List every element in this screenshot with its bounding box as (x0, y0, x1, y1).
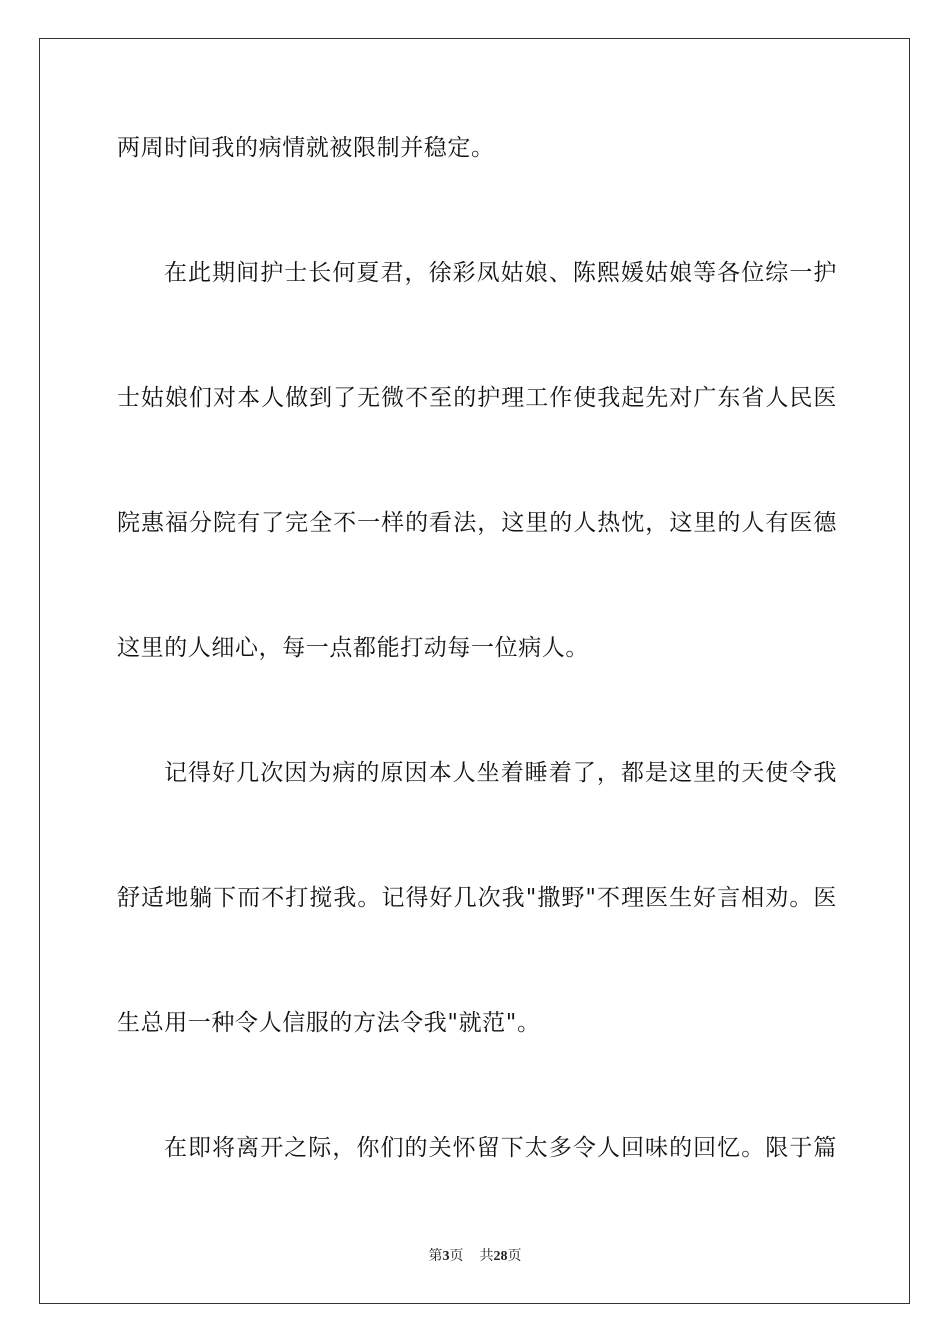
page-suffix: 页 (449, 1248, 464, 1264)
total-pages: 28 (493, 1249, 508, 1264)
text-line-9: 在即将离开之际，你们的关怀留下太多令人回味的回忆。限于篇 (164, 1135, 837, 1161)
total-suffix: 页 (507, 1248, 522, 1264)
page-footer (0, 1247, 950, 1266)
text-line-7: 舒适地躺下而不打搅我。记得好几次我"撒野"不理医生好言相劝。医 (117, 885, 837, 911)
text-line-6: 记得好几次因为病的原因本人坐着睡着了，都是这里的天使令我 (164, 760, 837, 786)
page-prefix: 第 (428, 1248, 443, 1264)
total-prefix: 共 (479, 1248, 494, 1264)
text-line-5: 这里的人细心，每一点都能打动每一位病人。 (117, 635, 589, 661)
page-number: 3 (442, 1249, 450, 1264)
text-line-2: 在此期间护士长何夏君，徐彩凤姑娘、陈熙媛姑娘等各位综一护 (164, 260, 837, 286)
text-line-3: 士姑娘们对本人做到了无微不至的护理工作使我起先对广东省人民医 (117, 385, 837, 411)
text-line-4: 院惠福分院有了完全不一样的看法，这里的人热忱，这里的人有医德 (117, 510, 837, 536)
page-border (39, 38, 910, 1304)
text-line-8: 生总用一种令人信服的方法令我"就范"。 (117, 1010, 541, 1036)
text-line-1: 两周时间我的病情就被限制并稳定。 (117, 135, 495, 161)
